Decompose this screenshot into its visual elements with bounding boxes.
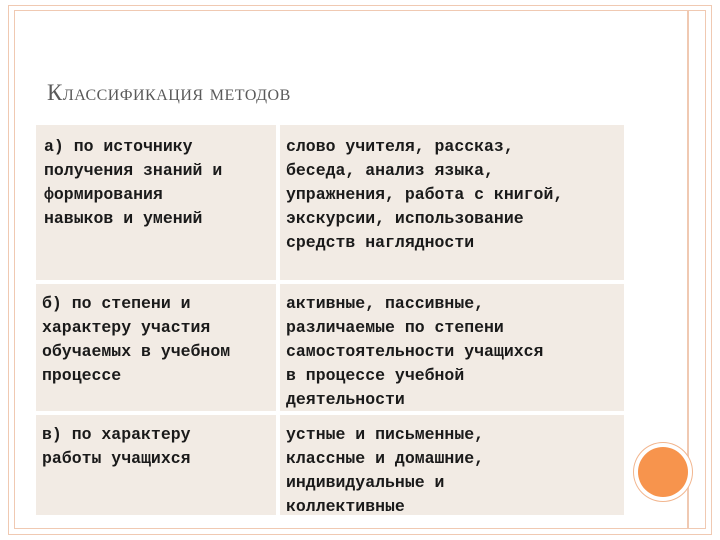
slide-side-bar [688,10,706,529]
criterion-cell: в) по характеру работы учащихся [36,415,276,515]
methods-cell: слово учителя, рассказ, беседа, анализ языка, упражнения, работа с книгой, экскурсии, использование средств наглядности [280,125,624,280]
criterion-cell: а) по источнику получения знаний и формирования навыков и умений [36,125,276,280]
table-row [36,284,624,411]
decorative-circle [638,447,688,497]
slide-title: Классификация методов [47,80,291,105]
criterion-cell: б) по степени и характеру участия обучаемых в учебном процессе [36,284,276,411]
methods-cell: устные и письменные, классные и домашние, индивидуальные и коллективные [280,415,624,515]
table-row [36,125,624,280]
classification-table [36,125,624,515]
table-row [36,415,624,515]
methods-cell: активные, пассивные, различаемые по степени самостоятельности учащихся в процессе учебной деятельности [280,284,624,411]
